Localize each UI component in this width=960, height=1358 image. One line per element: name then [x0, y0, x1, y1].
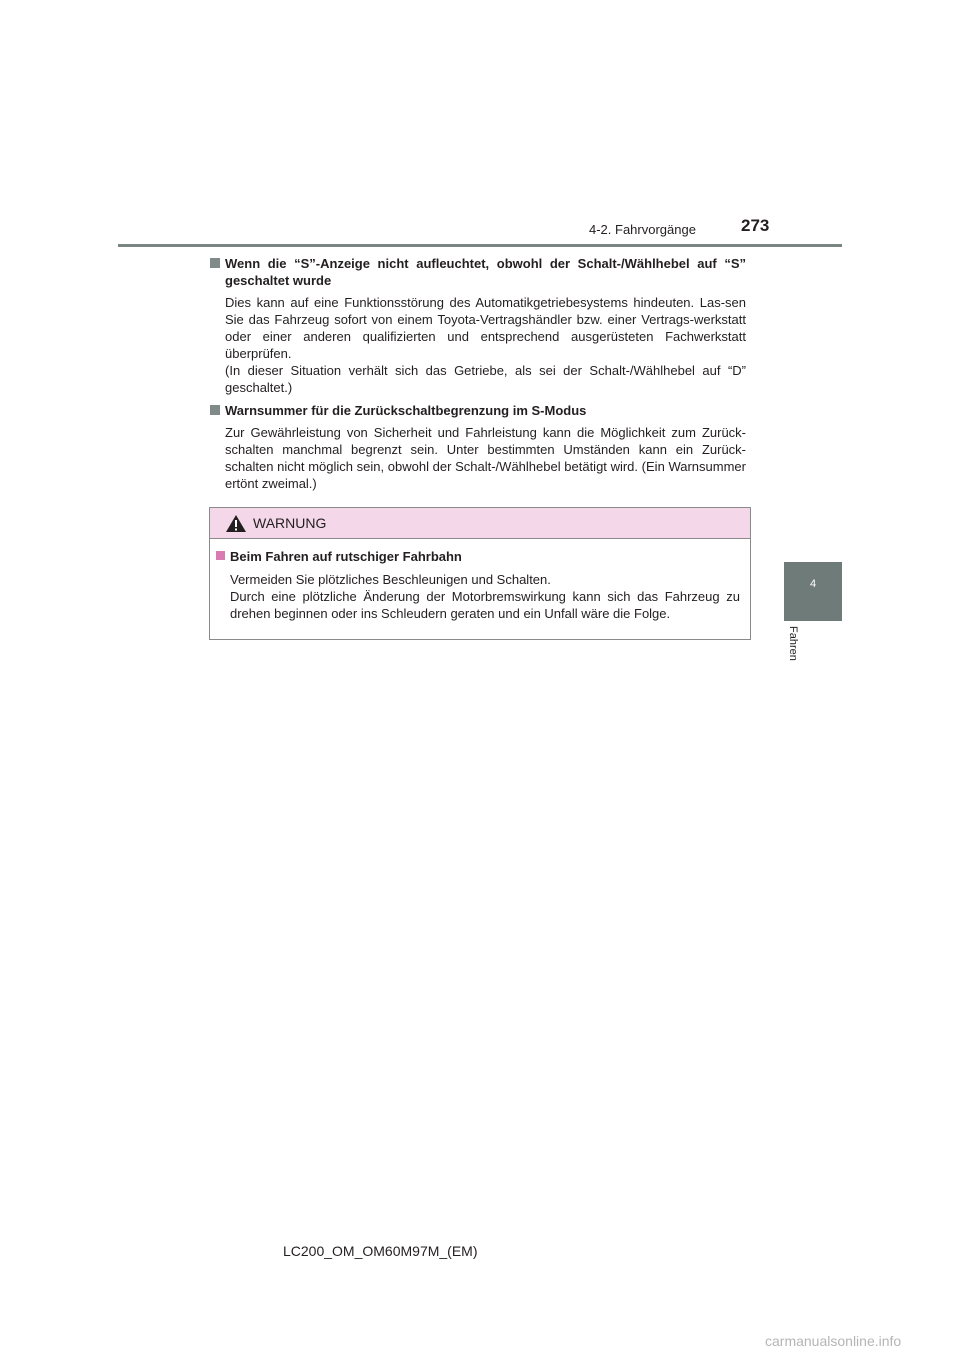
- chapter-tab-label: [786, 626, 800, 672]
- watermark: carmanualsonline.info: [765, 1333, 902, 1349]
- page-number: 273: [741, 216, 770, 235]
- header-divider: [118, 244, 842, 247]
- document-code: LC200_OM_OM60M97M_(EM): [283, 1243, 478, 1259]
- square-bullet-icon: [210, 405, 220, 415]
- section-heading-text: Warnsummer für die Zurückschaltbegrenzung im S-Modus: [225, 403, 587, 418]
- paragraph: Zur Gewährleistung von Sicherheit und Fahrleistung kann die Möglichkeit zum Zurück-schalten manchmal begrenzt sein. Unter bestimmten Umständen kann ein Zurück-schalten nicht möglich sein, obwohl der Schalt-/Wählhebel betätigt wird. (Ein Warnsummer ertönt zweimal.): [225, 425, 746, 491]
- main-content: [210, 255, 746, 498]
- warning-heading: [216, 548, 740, 565]
- paragraph: (In dieser Situation verhält sich das Getriebe, als sei der Schalt-/Wählhebel auf “D” geschaltet.): [225, 363, 746, 395]
- section-heading: [210, 255, 746, 289]
- warning-header: [210, 508, 750, 539]
- section-body: [210, 424, 746, 492]
- square-bullet-icon: [216, 551, 225, 560]
- warning-body: [216, 571, 740, 622]
- warning-triangle-icon: [225, 514, 247, 533]
- warning-box: [209, 507, 751, 640]
- chapter-tab-number: 4: [809, 578, 817, 590]
- section-body: [210, 294, 746, 396]
- section-downshift-buzzer: [210, 402, 746, 492]
- paragraph: Dies kann auf eine Funktionsstörung des Automatikgetriebesystems hindeuten. Las-sen Sie das Fahrzeug sofort von einem Toyota-Vertragshändler bzw. einer Vertrags-werkstatt oder einer anderen qualifizierten und entsprechend ausgerüsteten Fachwerkstatt überprüfen.: [225, 295, 746, 361]
- paragraph: Vermeiden Sie plötzliches Beschleunigen und Schalten.: [230, 572, 551, 587]
- section-heading-text: Wenn die “S”-Anzeige nicht aufleuchtet, obwohl der Schalt-/Wählhebel auf “S” geschaltet wurde: [225, 256, 746, 288]
- square-bullet-icon: [210, 258, 220, 268]
- warning-content: [216, 548, 740, 622]
- warning-title: WARNUNG: [253, 515, 327, 531]
- section-heading: [210, 402, 746, 419]
- chapter-tab-label-text: Fahren: [787, 626, 799, 661]
- paragraph: Durch eine plötzliche Änderung der Motorbremswirkung kann sich das Fahrzeug zu drehen beginnen oder ins Schleudern geraten und ein Unfall wäre die Folge.: [230, 589, 740, 621]
- chapter-tab[interactable]: [784, 562, 842, 621]
- section-title: 4-2. Fahrvorgänge: [589, 222, 696, 237]
- warning-heading-text: Beim Fahren auf rutschiger Fahrbahn: [230, 549, 462, 564]
- section-s-indicator: [210, 255, 746, 396]
